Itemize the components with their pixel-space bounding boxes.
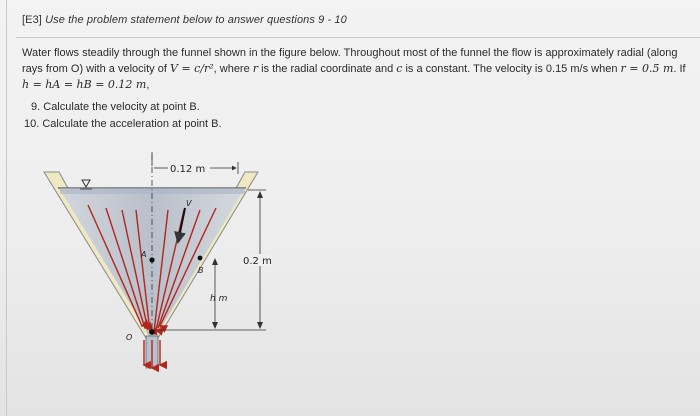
point-b-label: B — [198, 266, 204, 275]
statement-text-2: , where — [213, 63, 253, 75]
section-tag: [E3] — [22, 14, 42, 26]
velocity-formula: V = c/r² — [169, 62, 214, 75]
question-number: 10. — [24, 118, 40, 130]
statement-text-3: is the radial coordinate and — [258, 63, 397, 75]
statement-text-6: , — [146, 79, 150, 91]
statement-text-4: is a constant. The velocity is 0.15 m/s when — [402, 63, 621, 75]
velocity-label: V — [186, 199, 192, 208]
var-c: c — [396, 62, 403, 75]
h-dimension-label: h m — [210, 294, 228, 304]
question-text: Calculate the velocity at point B. — [43, 101, 200, 113]
height-formula: h = hA = hB = 0.12 m — [22, 78, 147, 91]
point-o-marker — [149, 329, 155, 335]
question-10 — [24, 118, 222, 130]
var-r: r — [252, 62, 259, 75]
left-rule — [6, 0, 7, 416]
question-number: 9. — [31, 101, 41, 113]
problem-statement — [22, 46, 690, 93]
point-o-label: O — [126, 333, 133, 342]
statement-text-5: . If — [673, 63, 686, 75]
statement-text-1: Water flows steadily through the funnel shown in the figure below. Throughout most of the funnel the flow is approximately radial (along rays from O) with a velocity of — [22, 47, 678, 75]
section-header — [22, 14, 347, 26]
point-a-label: A — [141, 250, 147, 259]
radius-formula: r = 0.5 m — [620, 62, 674, 75]
header-divider — [16, 37, 700, 38]
point-b-marker — [198, 256, 203, 261]
question-text: Calculate the acceleration at point B. — [42, 118, 222, 130]
funnel-figure — [40, 150, 300, 385]
free-surface-icon — [82, 180, 90, 187]
point-a-marker — [149, 257, 154, 262]
right-dimension-label: 0.2 m — [243, 256, 272, 267]
section-instruction: Use the problem statement below to answer questions 9 - 10 — [45, 14, 347, 26]
funnel-diagram — [40, 150, 300, 385]
question-9 — [31, 101, 200, 113]
top-dimension-label: 0.12 m — [170, 164, 206, 175]
